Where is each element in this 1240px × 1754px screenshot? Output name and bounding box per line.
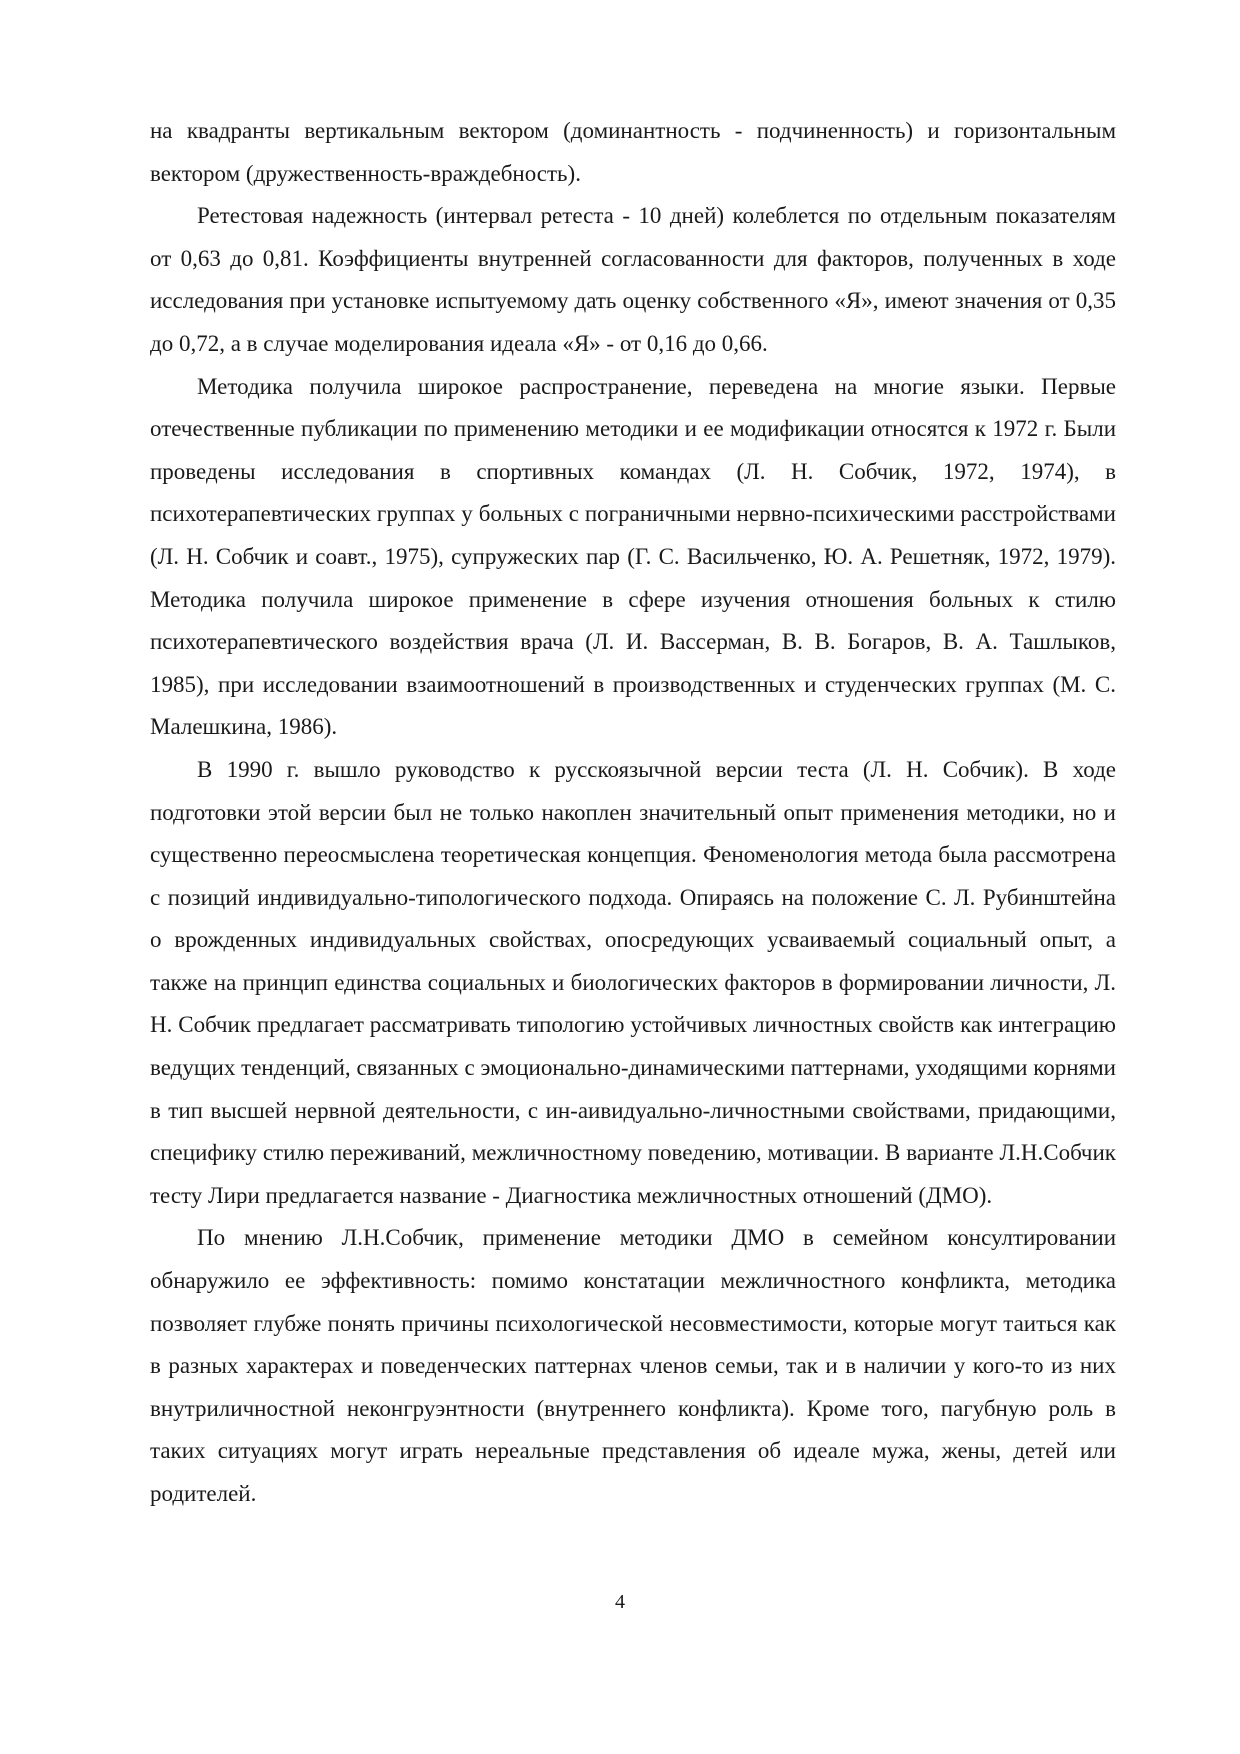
paragraph-5: По мнению Л.Н.Собчик, применение методики ДМО в семейном консултировании обнаружило ее эффективность: помимо констатации межличностного конфликта, методика позволяет глубже понять причины психологической несовместимости, которые могут таиться как в разных характерах и поведенческих паттернах членов семьи, так и в наличии у кого-то из них внутриличностной неконгруэнтности (внутреннего конфликта). Кроме того, пагубную роль в таких ситуациях могут играть нереальные представления об идеале мужа, жены, детей или родителей. xyxy=(150,1225,1116,1506)
paragraph-1: на квадранты вертикальным вектором (доминантность - подчиненность) и горизонтальным вектором (дружественность-враждебность). xyxy=(150,118,1116,186)
paragraph-4: В 1990 г. вышло руководство к русскоязычной версии теста (Л. Н. Собчик). В ходе подготовки этой версии был не только накоплен значительный опыт применения методики, но и существенно переосмыслена теоретическая концепция. Феноменология метода была рассмотрена с позиций индивидуально-типологического подхода. Опираясь на положение С. Л. Рубинштейна о врожденных индивидуальных свойствах, опосредующих усваиваемый социальный опыт, а также на принцип единства социальных и биологических факторов в формировании личности, Л. Н. Собчик предлагает рассматривать типологию устойчивых личностных свойств как интеграцию ведущих тенденций, связанных с эмоционально-динамическими паттернами, уходящими корнями в тип высшей нервной деятельности, с ин-аивидуально-личностными свойствами, придающими, специфику стилю переживаний, межличностному поведению, мотивации. В варианте Л.Н.Собчик тесту Лири предлагается название - Диагностика межличностных отношений (ДМО). xyxy=(150,756,1116,1208)
paragraph-2: Ретестовая надежность (интервал ретеста - 10 дней) колеблется по отдельным показателям от 0,63 до 0,81. Коэффициенты внутренней согласованности для факторов, полученных в ходе исследования при установке испытуемому дать оценку собственного «Я», имеют значения от 0,35 до 0,72, а в случае моделирования идеала «Я» - от 0,16 до 0,66. xyxy=(150,203,1116,356)
document-page xyxy=(150,110,1116,1516)
page-number: 4 xyxy=(615,1591,625,1613)
paragraph-3: Методика получила широкое распространение, переведена на многие языки. Первые отечественные публикации по применению методики и ее модификации относятся к 1972 г. Были проведены исследования в спортивных командах (Л. Н. Собчик, 1972, 1974), в психотерапевтических группах у больных с пограничными нервно-психическими расстройствами (Л. Н. Собчик и соавт., 1975), супружеских пар (Г. С. Васильченко, Ю. А. Решетняк, 1972, 1979). Методика получила широкое применение в сфере изучения отношения больных к стилю психотерапевтического воздействия врача (Л. И. Вассерман, В. В. Богаров, В. А. Ташлыков, 1985), при исследовании взаимоотношений в производственных и студенческих группах (М. С. Малешкина, 1986). xyxy=(150,373,1116,740)
